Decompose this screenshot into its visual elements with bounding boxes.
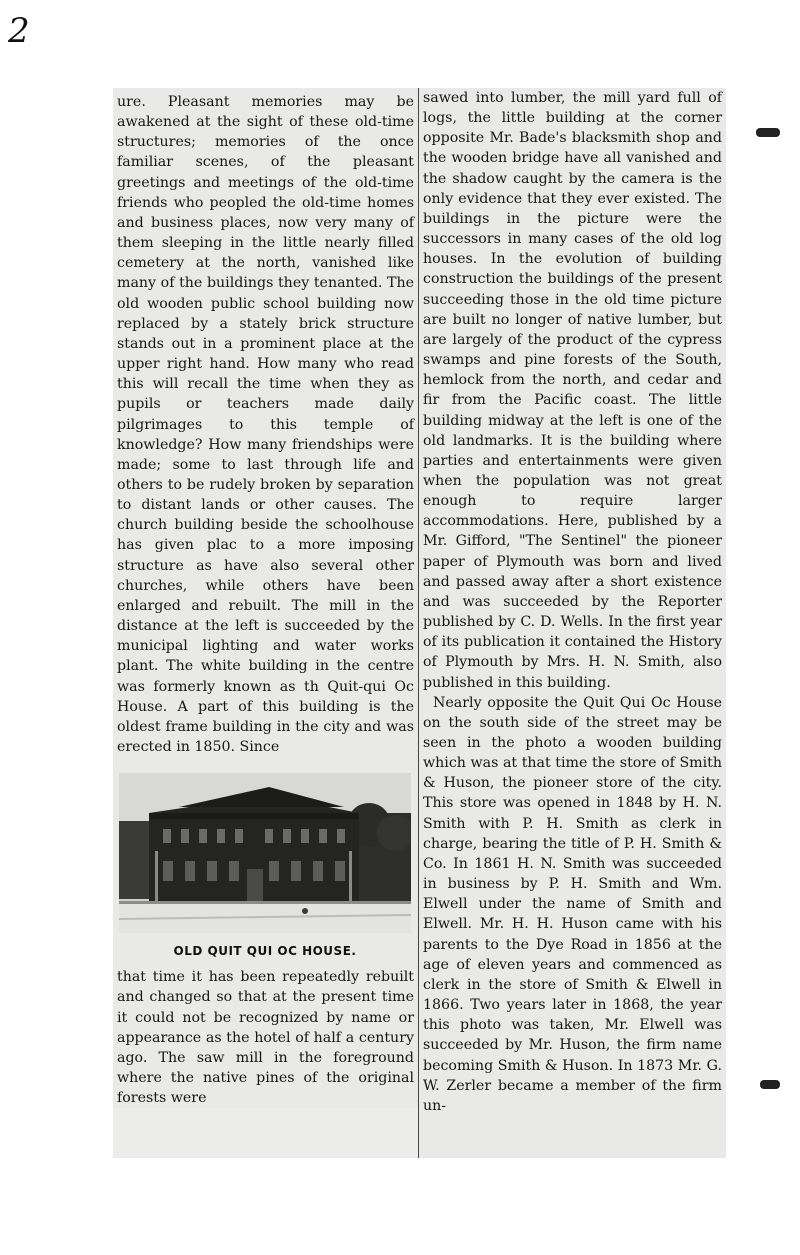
right-column-paragraph-2: Nearly opposite the Quit Qui Oc House on the south side of the street may be seen in the photo a wooden building which was at that time the store of Smith & Huson, the pioneer store of the city. This store was opened in 1848 by H. N. Smith with P. H. Smith as clerk in charge, bearing the title of P. H. Smith & Co. In 1861 H. N. Smith was succeeded in business by P. H. Smith and Wm. Elwell under the name of Smith and Elwell. Mr. H. H. Huson came with his parents to the Dye Road in 1856 at the age of eleven years and commenced as clerk in the store of Smith & Elwell in 1866. Two years later in 1868, the year this photo was taken, Mr. Elwell was succeeded by Mr. Huson, the firm name becoming Smith & Huson. In 1873 Mr. G. W. Zerler became a member of the firm un- [423,694,722,1114]
hotel-photo [119,773,411,933]
left-column-lower-text: that time it has been repeatedly rebuilt and changed so that at the present time it could not be recognized by name or appearance as the hotel of half a century ago. The saw mill in the foreground where the native pines of the original forests were [117,969,414,1107]
scan-mark-upper [756,128,780,137]
right-column [418,88,726,1158]
right-column-paragraph-1: sawed into lumber, the mill yard full of logs, the little building at the corner opposite Mr. Bade's blacksmith shop and the wooden bridge have all vanished and the shadow caught by the camera is the only evidence that they ever existed. The buildings in the picture were the successors in many cases of the old log houses. In the evolution of building construction the buildings of the present succeeding those in the old time picture are built no longer of native lumber, but are largely of the product of the cypress swamps and pine forests of the South, hemlock from the north, and cedar and fir from the Pacific coast. The little building midway at the left is one of the old landmarks. It is the building where parties and entertainments were given when the population was not great enough to require larger accommodations. Here, published by a Mr. Gifford, "The Sentinel" the pioneer paper of Plymouth was born and lived and passed away after a short existence and was succeeded by the Reporter published by C. D. Wells. In the first year of its publication it contained the History of Plymouth by Mrs. H. N. Smith, also published in this building. [423,90,722,691]
left-column [113,88,419,1108]
page-number: 2 [8,11,30,51]
photo-block [119,773,411,961]
scan-mark-lower [760,1080,780,1089]
left-column-upper-text: ure. Pleasant memories may be awakened at the sight of these old-time structures; memories of the once familiar scenes, of the pleasant greetings and meetings of the old-time friends who peopled the old-time homes and business places, now very many of them sleeping in the little nearly filled cemetery at the north, vanished like many of the buildings they tenanted. The old wooden public school building now replaced by a stately brick structure stands out in a prominent place at the upper right hand. How many who read this will recall the time when they as pupils or teachers made daily pilgrimages to this temple of knowledge? How many friendships were made; some to last through life and others to be rudely broken by separation to distant lands or other causes. The church building beside the schoolhouse has given plac to a more imposing structure as have also several other churches, while others have been enlarged and rebuilt. The mill in the distance at the left is succeeded by the municipal lighting and water works plant. The white building in the centre was formerly known as th Quit-qui Oc House. A part of this building is the oldest frame building in the city and was erected in 1850. Since [117,94,414,755]
newspaper-clipping [113,88,725,1158]
photo-caption: OLD QUIT QUI OC HOUSE. [173,944,357,959]
